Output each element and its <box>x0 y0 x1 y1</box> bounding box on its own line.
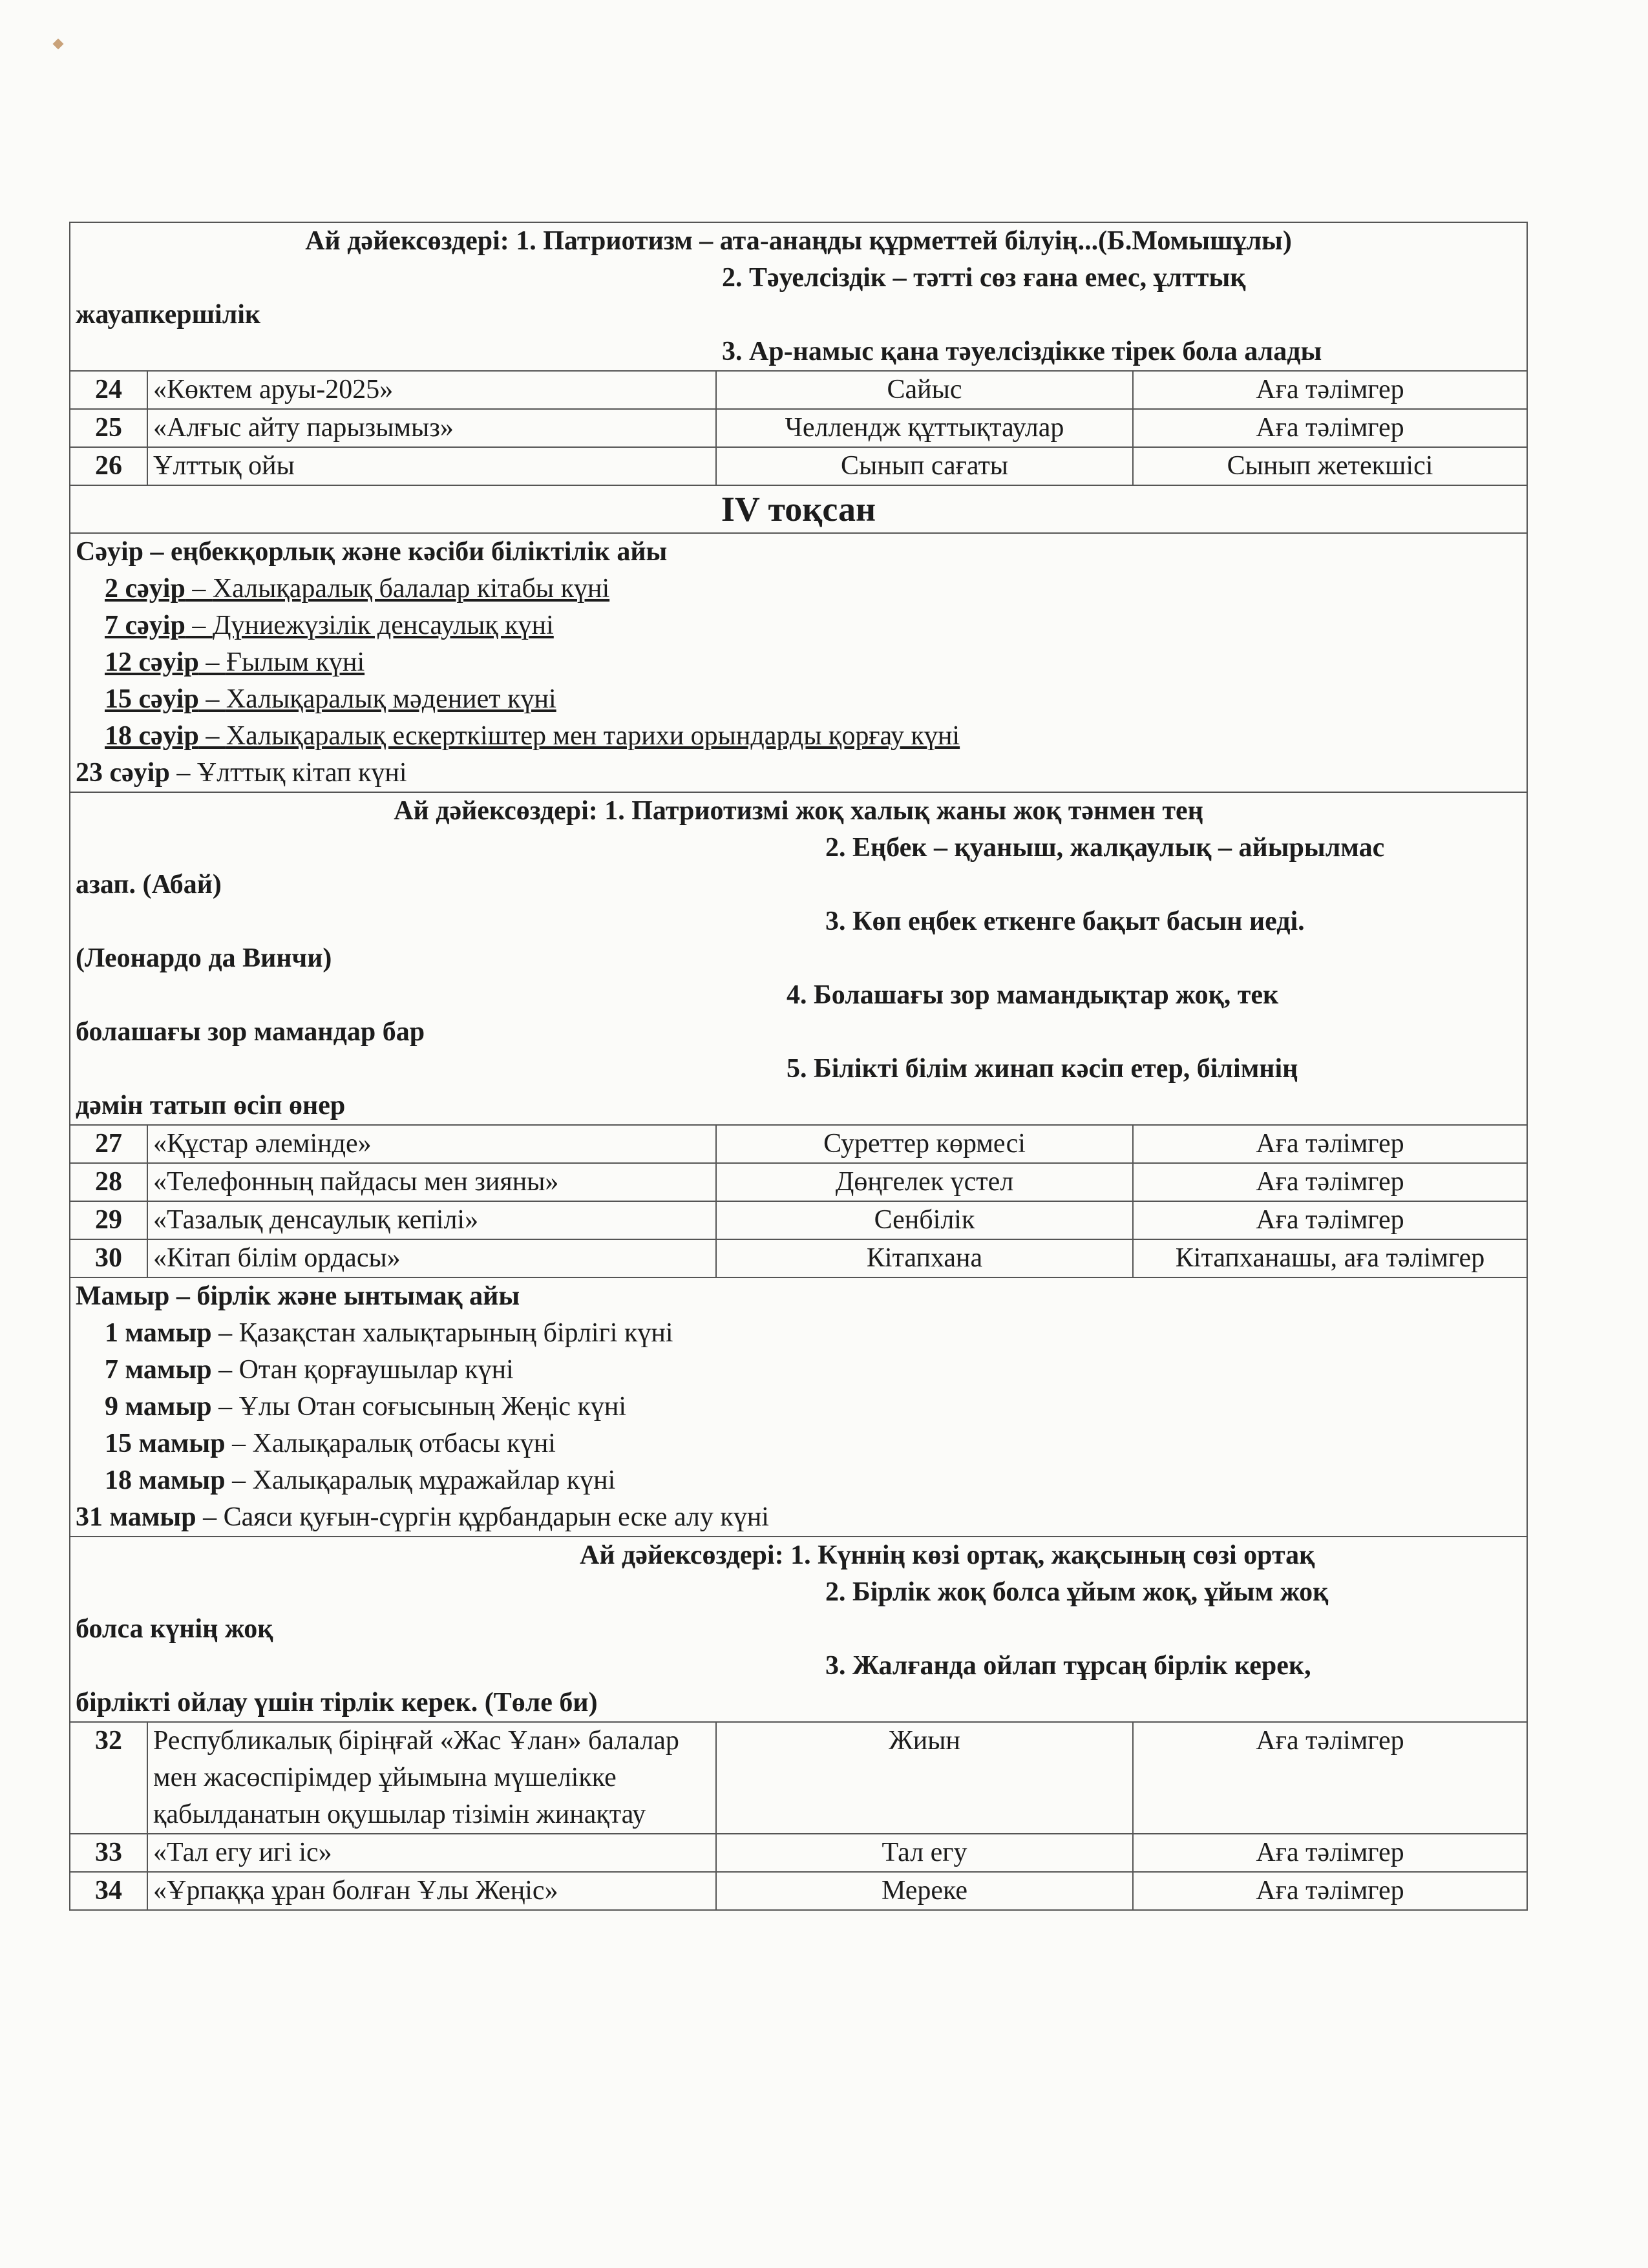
event-date: 7 мамыр <box>105 1355 212 1385</box>
event-form: Мереке <box>716 1872 1133 1910</box>
event-responsible: Кітапханашы, аға тәлімгер <box>1133 1239 1527 1277</box>
calendar-event: 2 сәуір – Халықаралық балалар кітабы күні <box>105 574 610 604</box>
event-text: Халықаралық балалар кітабы күні <box>212 574 610 604</box>
table-row <box>70 1163 1527 1201</box>
calendar-event: 9 мамыр – Ұлы Отан соғысының Жеңіс күні <box>105 1392 627 1422</box>
row-number: 32 <box>70 1722 147 1834</box>
table-row <box>70 1872 1527 1910</box>
event-responsible: Аға тәлімгер <box>1133 1722 1527 1834</box>
event-date: 18 сәуір <box>105 721 199 751</box>
event-responsible: Аға тәлімгер <box>1133 1125 1527 1163</box>
table-row <box>70 409 1527 447</box>
quarter-title: IV тоқсан <box>70 485 1527 533</box>
event-title: «Кітап білім ордасы» <box>147 1239 716 1277</box>
calendar-event: 18 сәуір – Халықаралық ескерткіштер мен тарихи орындарды қорғау күні <box>105 721 960 751</box>
row-number: 24 <box>70 371 147 409</box>
quote-heading: Ай дәйексөздері: 1. Күннің көзі ортақ, жақсының сөзі ортақ <box>580 1540 1315 1570</box>
event-title: Республикалық біріңғай «Жас Ұлан» балалар мен жасөспірімдер ұйымына мүшелікке қабылданатын оқушылар тізімін жинақтау <box>147 1722 716 1834</box>
row-number: 33 <box>70 1834 147 1872</box>
row-number: 29 <box>70 1201 147 1239</box>
event-form: Суреттер көрмесі <box>716 1125 1133 1163</box>
quote-line: 3. Жалғанда ойлап тұрсаң бірлік керек, <box>825 1651 1311 1681</box>
events-plan-table <box>69 222 1528 1911</box>
calendar-event: 7 сәуір – Дүниежүзілік денсаулық күні <box>105 611 554 640</box>
calendar-event: 18 мамыр – Халықаралық мұражайлар күні <box>105 1465 616 1495</box>
event-date: 7 сәуір <box>105 611 185 640</box>
month-title: Сәуір – еңбекқорлық және кәсіби біліктілік айы <box>76 537 668 567</box>
table-row <box>70 371 1527 409</box>
event-responsible: Аға тәлімгер <box>1133 1834 1527 1872</box>
table-row <box>70 447 1527 485</box>
event-text: Ұлы Отан соғысының Жеңіс күні <box>238 1392 627 1422</box>
event-text: Дүниежүзілік денсаулық күні <box>212 611 554 640</box>
event-date: 31 мамыр <box>76 1502 196 1532</box>
calendar-event: 15 мамыр – Халықаралық отбасы күні <box>105 1429 556 1458</box>
table-row <box>70 1201 1527 1239</box>
april-events-row <box>70 533 1527 792</box>
quote-line: (Леонардо да Винчи) <box>76 943 332 973</box>
quote-line: 5. Білікті білім жинап кәсіп етер, білімнің <box>787 1054 1298 1084</box>
calendar-event: 31 мамыр – Саяси қуғын-сүргін құрбандарын еске алу күні <box>76 1502 769 1532</box>
event-title: «Тал егу игі іс» <box>147 1834 716 1872</box>
quote-line: жауапкершілік <box>76 300 261 330</box>
event-form: Кітапхана <box>716 1239 1133 1277</box>
may-events-row <box>70 1277 1527 1537</box>
quote-line: бірлікті ойлау үшін тірлік керек. (Төле би) <box>76 1688 598 1717</box>
event-responsible: Аға тәлімгер <box>1133 1201 1527 1239</box>
quote-line: 2. Бірлік жоқ болса ұйым жоқ, ұйым жоқ <box>825 1577 1329 1607</box>
event-text: Халықаралық ескерткіштер мен тарихи орындарды қорғау күні <box>226 721 960 751</box>
quote-line: дәмін татып өсіп өнер <box>76 1091 346 1120</box>
event-date: 12 сәуір <box>105 647 199 677</box>
event-text: Саяси қуғын-сүргін құрбандарын еске алу күні <box>223 1502 769 1532</box>
row-number: 25 <box>70 409 147 447</box>
quote-line: 2. Еңбек – қуаныш, жалқаулық – айырылмас <box>825 833 1385 863</box>
quarter-row <box>70 485 1527 533</box>
event-text: Халықаралық мұражайлар күні <box>252 1465 616 1495</box>
calendar-event: 12 сәуір – Ғылым күні <box>105 647 365 677</box>
event-responsible: Сынып жетекшісі <box>1133 447 1527 485</box>
calendar-event: 15 сәуір – Халықаралық мәдениет күні <box>105 684 556 714</box>
quote-line: болса күнің жоқ <box>76 1614 273 1644</box>
april-events <box>70 533 1527 792</box>
calendar-event: 7 мамыр – Отан қорғаушылар күні <box>105 1355 514 1385</box>
event-date: 9 мамыр <box>105 1392 212 1422</box>
event-title: «Құстар әлемінде» <box>147 1125 716 1163</box>
event-text: Халықаралық отбасы күні <box>252 1429 556 1458</box>
event-responsible: Аға тәлімгер <box>1133 409 1527 447</box>
quote-line: болашағы зор мамандар бар <box>76 1017 425 1047</box>
event-title: «Телефонның пайдасы мен зияны» <box>147 1163 716 1201</box>
event-title: «Алғыс айту парызымыз» <box>147 409 716 447</box>
event-date: 2 сәуір <box>105 574 185 604</box>
event-text: Ғылым күні <box>226 647 365 677</box>
event-title: «Ұрпаққа ұран болған Ұлы Жеңіс» <box>147 1872 716 1910</box>
event-form: Челлендж құттықтаулар <box>716 409 1133 447</box>
calendar-event: 1 мамыр – Қазақстан халықтарының бірлігі күні <box>105 1318 673 1348</box>
may-events <box>70 1277 1527 1537</box>
calendar-event: 23 сәуір – Ұлттық кітап күні <box>76 758 407 788</box>
quote-heading: Ай дәйексөздері: 1. Патриотизм – ата-анаңды құрметтей білуің...(Б.Момышұлы) <box>305 226 1292 256</box>
row-number: 30 <box>70 1239 147 1277</box>
event-date: 18 мамыр <box>105 1465 226 1495</box>
table-row <box>70 1834 1527 1872</box>
event-form: Сынып сағаты <box>716 447 1133 485</box>
quote-heading: Ай дәйексөздері: 1. Патриотизмі жоқ халық жаны жоқ тәнмен тең <box>394 796 1203 826</box>
may-quotes <box>70 1537 1527 1722</box>
event-date: 23 сәуір <box>76 758 170 788</box>
march-quotes-row <box>70 222 1527 371</box>
event-form: Сенбілік <box>716 1201 1133 1239</box>
row-number: 34 <box>70 1872 147 1910</box>
quote-line: 3. Ар-намыс қана тәуелсіздікке тірек бола алады <box>722 337 1322 366</box>
quote-line: 3. Көп еңбек еткенге бақыт басын иеді. <box>825 907 1305 936</box>
event-text: Қазақстан халықтарының бірлігі күні <box>238 1318 673 1348</box>
event-text: Халықаралық мәдениет күні <box>226 684 556 714</box>
event-date: 15 мамыр <box>105 1429 226 1458</box>
event-form: Жиын <box>716 1722 1133 1834</box>
table-row <box>70 1722 1527 1834</box>
april-quotes-row <box>70 792 1527 1125</box>
event-form: Сайыс <box>716 371 1133 409</box>
march-quotes <box>70 222 1527 371</box>
row-number: 27 <box>70 1125 147 1163</box>
quote-line: 2. Тәуелсіздік – тәтті сөз ғана емес, ұлттық <box>722 263 1246 293</box>
april-quotes <box>70 792 1527 1125</box>
event-date: 1 мамыр <box>105 1318 212 1348</box>
scan-mark <box>53 39 64 50</box>
row-number: 26 <box>70 447 147 485</box>
table-row <box>70 1125 1527 1163</box>
event-title: «Көктем аруы-2025» <box>147 371 716 409</box>
quote-line: азап. (Абай) <box>76 870 222 899</box>
event-title: Ұлттық ойы <box>147 447 716 485</box>
row-number: 28 <box>70 1163 147 1201</box>
event-responsible: Аға тәлімгер <box>1133 1163 1527 1201</box>
may-quotes-row <box>70 1537 1527 1722</box>
table-row <box>70 1239 1527 1277</box>
event-responsible: Аға тәлімгер <box>1133 371 1527 409</box>
event-form: Тал егу <box>716 1834 1133 1872</box>
quote-line: 4. Болашағы зор мамандықтар жоқ, тек <box>787 980 1279 1010</box>
event-text: Отан қорғаушылар күні <box>238 1355 514 1385</box>
event-responsible: Аға тәлімгер <box>1133 1872 1527 1910</box>
event-form: Дөңгелек үстел <box>716 1163 1133 1201</box>
event-date: 15 сәуір <box>105 684 199 714</box>
event-title: «Тазалық денсаулық кепілі» <box>147 1201 716 1239</box>
month-title: Мамыр – бірлік және ынтымақ айы <box>76 1281 520 1311</box>
event-text: Ұлттық кітап күні <box>196 758 407 788</box>
